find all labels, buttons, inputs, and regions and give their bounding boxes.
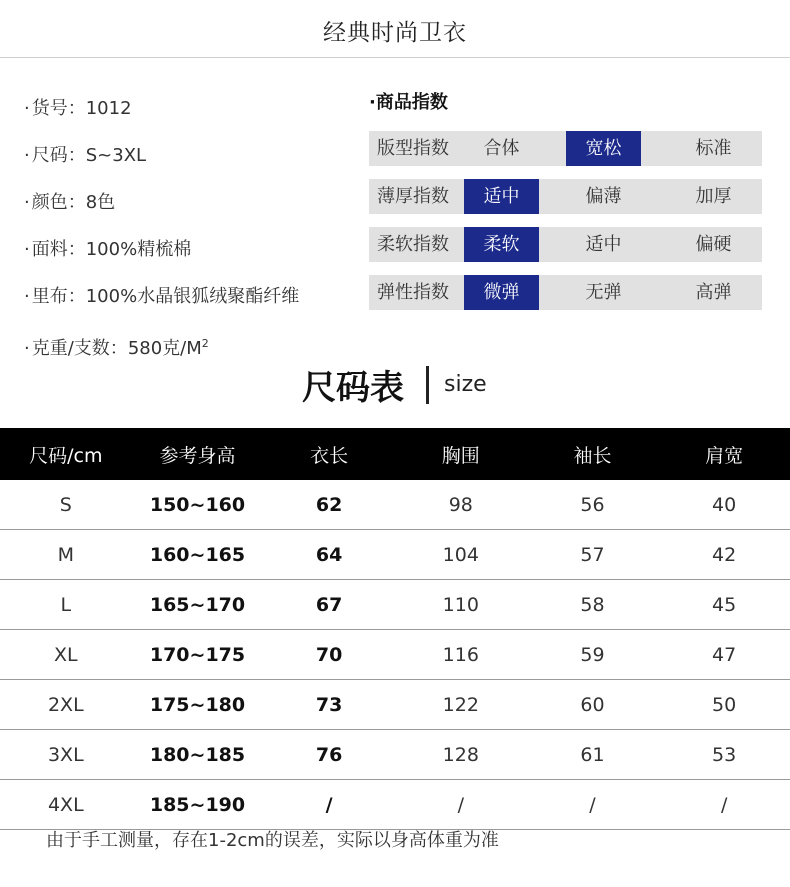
table-cell: / xyxy=(263,780,395,830)
index-option: 高弹 xyxy=(695,282,732,303)
table-cell: 170~175 xyxy=(132,630,264,680)
spec-value: 1012 xyxy=(85,98,132,119)
size-table-body xyxy=(0,480,790,830)
table-cell: / xyxy=(658,780,790,830)
table-cell: 98 xyxy=(395,480,527,530)
table-row xyxy=(0,530,790,580)
table-cell: 61 xyxy=(527,730,659,780)
index-row-label: 薄厚指数 xyxy=(377,186,449,207)
spec-label: 里布： xyxy=(31,286,86,307)
column-header: 肩宽 xyxy=(658,428,790,480)
index-option: 标准 xyxy=(695,138,732,159)
index-option: 适中 xyxy=(585,234,622,255)
table-cell: 185~190 xyxy=(132,780,264,830)
index-option: 无弹 xyxy=(585,282,622,303)
spec-label: 面料： xyxy=(31,239,86,260)
table-cell: 58 xyxy=(527,580,659,630)
table-cell: 3XL xyxy=(0,730,132,780)
table-cell: 59 xyxy=(527,630,659,680)
spec-item-color: · 颜色：8色 xyxy=(24,192,116,213)
index-row-label: 版型指数 xyxy=(377,138,449,159)
table-cell: 4XL xyxy=(0,780,132,830)
index-row-label: 弹性指数 xyxy=(377,282,449,303)
index-option: 合体 xyxy=(483,138,520,159)
index-option: 偏薄 xyxy=(585,186,622,207)
table-cell: 2XL xyxy=(0,680,132,730)
index-row-label: 柔软指数 xyxy=(377,234,449,255)
index-option: 加厚 xyxy=(695,186,732,207)
table-cell: 104 xyxy=(395,530,527,580)
table-cell: 60 xyxy=(527,680,659,730)
table-cell: XL xyxy=(0,630,132,680)
table-cell: 40 xyxy=(658,480,790,530)
index-option-selected: 宽松 xyxy=(566,131,641,166)
spec-item-weight: · 克重/支数：580克$/M^2$ xyxy=(24,337,209,359)
table-row xyxy=(0,730,790,780)
table-row xyxy=(0,680,790,730)
title-divider xyxy=(0,57,790,58)
table-cell: 110 xyxy=(395,580,527,630)
spec-label: 克重/支数： xyxy=(31,338,128,359)
table-row xyxy=(0,580,790,630)
column-header: 袖长 xyxy=(527,428,659,480)
table-cell: M xyxy=(0,530,132,580)
size-table-header xyxy=(0,428,790,480)
table-cell: / xyxy=(395,780,527,830)
table-cell: 45 xyxy=(658,580,790,630)
table-cell: 160~165 xyxy=(132,530,264,580)
table-cell: 76 xyxy=(263,730,395,780)
table-cell: 57 xyxy=(527,530,659,580)
table-row xyxy=(0,480,790,530)
index-option-selected: 柔软 xyxy=(464,227,539,262)
index-row xyxy=(369,275,762,310)
table-cell: 180~185 xyxy=(132,730,264,780)
table-cell: 64 xyxy=(263,530,395,580)
spec-label: 尺码： xyxy=(31,145,86,166)
index-option-selected: 适中 xyxy=(464,179,539,214)
table-cell: 47 xyxy=(658,630,790,680)
table-row xyxy=(0,780,790,830)
spec-item-fabric: · 面料：100%精梳棉 xyxy=(24,239,192,260)
column-header: 衣长 xyxy=(263,428,395,480)
table-cell: 67 xyxy=(263,580,395,630)
table-cell: 116 xyxy=(395,630,527,680)
table-cell: L xyxy=(0,580,132,630)
spec-value: 100%水晶银狐绒聚酯纤维 xyxy=(85,286,300,307)
table-row xyxy=(0,630,790,680)
spec-list xyxy=(24,92,299,374)
spec-value: 100%精梳棉 xyxy=(85,239,192,260)
spec-label: 货号： xyxy=(31,98,86,119)
spec-item-lining: · 里布：100%水晶银狐绒聚酯纤维 xyxy=(24,286,300,307)
product-index-heading: ·商品指数 xyxy=(369,92,448,113)
index-option-selected: 微弹 xyxy=(464,275,539,310)
table-cell: 128 xyxy=(395,730,527,780)
table-cell: 150~160 xyxy=(132,480,264,530)
index-row xyxy=(369,131,762,166)
product-index-panel xyxy=(369,131,762,323)
table-cell: 165~170 xyxy=(132,580,264,630)
column-header: 尺码/cm xyxy=(0,428,132,480)
spec-superscript: 2 xyxy=(201,337,209,350)
table-cell: S xyxy=(0,480,132,530)
spec-item-sku: · 货号：1012 xyxy=(24,98,132,119)
size-table xyxy=(0,428,790,830)
table-cell: 53 xyxy=(658,730,790,780)
size-chart-title: 尺码表 xyxy=(302,368,404,408)
table-cell: 50 xyxy=(658,680,790,730)
measurement-footnote: 由于手工测量，存在1-2cm的误差，实际以身高体重为准 xyxy=(46,830,499,851)
index-row xyxy=(369,179,762,214)
table-cell: 175~180 xyxy=(132,680,264,730)
spec-label: 颜色： xyxy=(31,192,86,213)
spec-value: 8色 xyxy=(85,192,116,213)
size-chart-subtitle: size xyxy=(444,372,487,397)
table-cell: / xyxy=(527,780,659,830)
table-cell: 62 xyxy=(263,480,395,530)
spec-value: S~3XL xyxy=(85,145,147,166)
size-chart-heading xyxy=(0,358,790,410)
spec-value: 580克/M xyxy=(127,338,202,359)
table-cell: 56 xyxy=(527,480,659,530)
table-cell: 73 xyxy=(263,680,395,730)
heading-divider-bar xyxy=(426,366,429,404)
table-cell: 42 xyxy=(658,530,790,580)
table-cell: 70 xyxy=(263,630,395,680)
column-header: 参考身高 xyxy=(132,428,264,480)
table-cell: 122 xyxy=(395,680,527,730)
column-header: 胸围 xyxy=(395,428,527,480)
index-row xyxy=(369,227,762,262)
page-title: 经典时尚卫衣 xyxy=(323,20,467,46)
spec-item-size: · 尺码：S~3XL xyxy=(24,145,147,166)
index-option: 偏硬 xyxy=(695,234,732,255)
